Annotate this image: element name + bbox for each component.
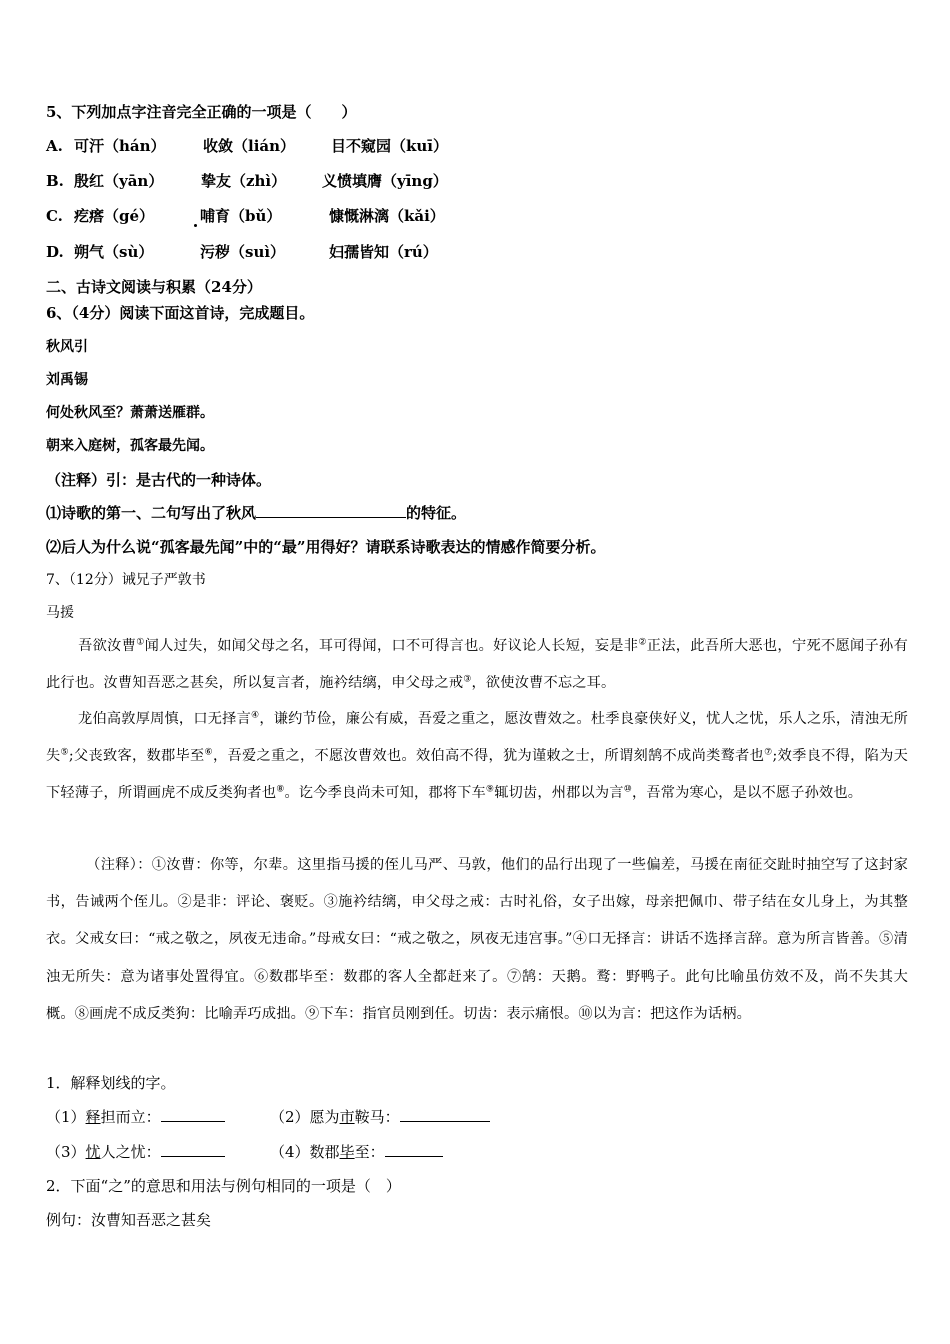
underlined-char: 毕 — [339, 1143, 355, 1161]
option-item: 收敛（lián） — [203, 137, 296, 155]
passage-text: 正法，此吾所大恶也，宁死不愿闻子孙有此行也。汝曹知吾恶之甚矣，所以复言者，施衿结缡，申父母之戒 — [46, 638, 908, 692]
answer-blank[interactable] — [161, 1142, 225, 1157]
option-item: 哺育（bǔ） — [200, 207, 282, 225]
passage-paragraph-1 — [46, 628, 908, 702]
q5-stem: 5、下列加点字注音完全正确的一项是（ ） — [46, 103, 357, 121]
q7-example: 例句：汝曹知吾恶之甚矣 — [46, 1211, 212, 1229]
footnote-mark: ⑥ — [204, 747, 213, 758]
q7-author: 马援 — [46, 605, 74, 621]
poem-line: 何处秋风至？萧萧送雁群。 — [46, 405, 214, 421]
option-item: 义愤填膺（yīng） — [322, 172, 448, 190]
answer-blank[interactable] — [161, 1107, 225, 1122]
option-item: 可汗（hán） — [74, 137, 166, 155]
underlined-char: 释 — [85, 1108, 101, 1126]
passage-text: 闻人过失，如闻父母之名，耳可得闻，口不可得言也。好议论人长短，妄是非 — [144, 638, 639, 654]
q6-sub2: ⑵后人为什么说“孤客最先闻”中的“最”用得好？请联系诗歌表达的情感作简要分析。 — [46, 538, 606, 556]
q7-stem: 7、（12分）诫兄子严敦书 — [46, 572, 206, 588]
passage-text: 。讫今季良尚未可知，郡将下车 — [284, 785, 486, 802]
passage-text: ，吾常为寒心，是以不愿子孙效也。 — [631, 785, 863, 802]
footnote-mark: ⑧ — [276, 784, 285, 795]
option-item: 目不窥园（kuī） — [331, 137, 448, 155]
q7-sub1: 1．解释划线的字。 — [46, 1074, 176, 1092]
passage-text: ，谦约节俭，廉公有威，吾爱之重之，愿汝曹效之。杜季良豪侠好义，忧人之忧，乐人之乐，清浊无所失 — [46, 711, 908, 765]
answer-blank[interactable] — [385, 1142, 443, 1157]
q7-sub1-item-2: （2）愿为市鞍马： — [270, 1107, 490, 1127]
option-label: D. — [46, 243, 64, 261]
footnote-mark: ③ — [463, 674, 472, 685]
poem-note: （注释）引：是古代的一种诗体。 — [46, 471, 272, 489]
passage-text: ，吾爱之重之，不愿汝曹效也。效伯高不得，犹为谨敕之士，所谓刻鹄不成尚类鹜者也 — [212, 748, 765, 765]
poem-line: 朝来入庭树，孤客最先闻。 — [46, 438, 214, 454]
q7-sub2: 2．下面“之”的意思和用法与例句相同的一项是（ ） — [46, 1177, 401, 1195]
q6-sub1 — [46, 503, 466, 523]
option-label: C. — [46, 207, 63, 225]
option-item: 慷慨淋漓（kǎi） — [329, 207, 445, 225]
answer-blank[interactable] — [400, 1107, 490, 1122]
option-label: B. — [46, 172, 64, 190]
option-label: A. — [46, 137, 63, 155]
option-item: 妇孺皆知（rú） — [329, 243, 438, 261]
footnote-mark: ⑤ — [60, 747, 69, 758]
option-item: 朔气（sù） — [74, 243, 154, 261]
footnote-mark: ⑦ — [764, 747, 773, 758]
q6-stem: 6、（4分）阅读下面这首诗，完成题目。 — [46, 304, 315, 322]
underlined-char: 忧 — [85, 1143, 101, 1161]
notes-text: （注释）：①汝曹：你等，尔辈。这里指马援的侄儿马严、马敦，他们的品行出现了一些偏差，马援在南征交趾时抽空写了这封家书，告诫两个侄儿。②是非：评论、褒贬。③施衿结缡，申父母之戒：古时礼俗，女子出嫁，母亲把佩巾、带子结在女儿身上，为其整衣。父戒女曰：“戒之敬之，夙夜无违命。”母戒女曰：“戒之敬之，夙夜无违宫事。”④口无择言：讲话不选择言辞。意为所言皆善。⑤清浊无所失：意为诸事处置得宜。⑥数郡毕至：数郡的客人全都赶来了。⑦鹄：天鹅。鹜：野鸭子。此句比喻虽仿效不及，尚不失其大概。⑧画虎不成反类狗：比喻弄巧成拙。⑨下车：指官员刚到任。切齿：表示痛恨。⑩以为言：把这作为话柄。 — [46, 857, 908, 1022]
poem-title: 秋风引 — [46, 339, 88, 355]
answer-blank[interactable] — [256, 503, 406, 518]
passage-notes — [46, 847, 908, 1033]
q6-sub1-text: ⑴诗歌的第一、二句写出了秋风 — [46, 504, 257, 522]
passage-text: 辄切齿，州郡以为言 — [494, 785, 624, 802]
footnote-mark: ④ — [251, 710, 260, 721]
passage-text: 龙伯高敦厚周慎，口无择言 — [78, 711, 252, 727]
passage-text: 吾欲汝曹 — [78, 638, 137, 654]
passage-text: ，欲使汝曹不忘之耳。 — [471, 675, 616, 692]
passage-text: ;父丧致客，数郡毕至 — [68, 748, 205, 765]
passage-paragraph-2 — [46, 701, 908, 813]
passage-text: ;效季良不得，陷为天下轻薄子，所谓画虎不成反类狗者也 — [46, 748, 908, 802]
footnote-mark: ⑨ — [485, 784, 495, 795]
footnote-mark: ② — [638, 637, 647, 648]
q7-sub1-item-1: （1）释担而立： — [46, 1107, 225, 1127]
option-item: 污秽（suì） — [200, 243, 286, 261]
poem-author: 刘禹锡 — [46, 372, 88, 388]
section-heading: 二、古诗文阅读与积累（24分） — [46, 278, 262, 296]
option-item: 挚友（zhì） — [201, 172, 287, 190]
option-item: 疙瘩（gé） — [74, 207, 155, 225]
footnote-mark: ① — [136, 637, 145, 648]
option-item: 殷红（yān） — [74, 172, 164, 190]
emphasis-dot — [194, 224, 197, 227]
q7-sub1-item-3: （3）忧人之忧： — [46, 1142, 225, 1162]
underlined-char: 市 — [339, 1108, 355, 1126]
footnote-mark: ⑩ — [623, 784, 632, 795]
q6-sub1-text-end: 的特征。 — [406, 504, 467, 522]
q7-sub1-item-4: （4）数郡毕至： — [270, 1142, 443, 1162]
